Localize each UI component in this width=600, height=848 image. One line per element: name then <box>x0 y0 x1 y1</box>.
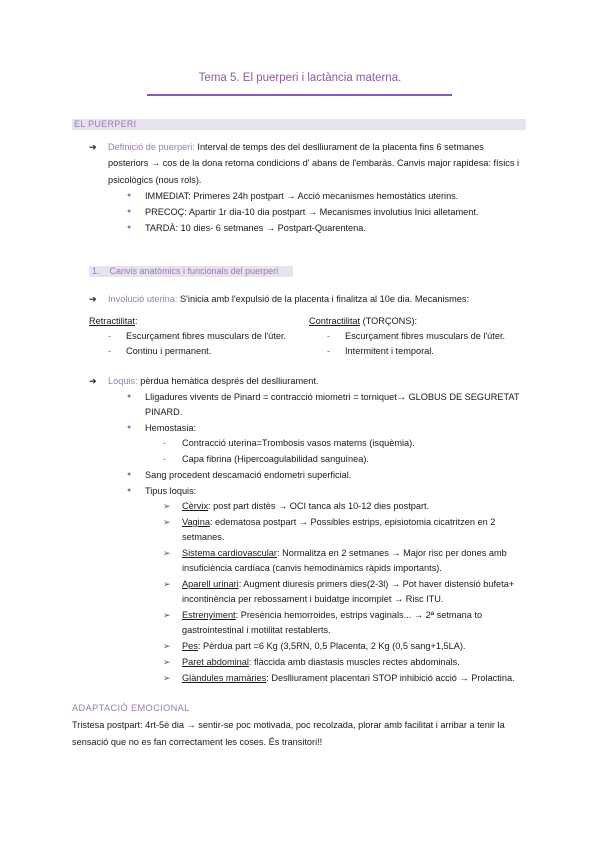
bullet-dot-icon: ● <box>127 424 132 431</box>
emocional-line-1: Tristesa postpart: 4rt-5è dia → sentir-se poc motivada, poc recolzada, plorar amb facilitat i arribar a tenir la <box>72 720 505 730</box>
pinard-line-2: PINARD. <box>145 407 183 417</box>
subsection-label: Canvis anatòmics i funcionals del puerperi <box>109 266 279 276</box>
arrowhead-icon: ➢ <box>163 517 171 527</box>
retractilitat-heading <box>89 316 138 327</box>
definicio-line-1 <box>108 142 526 153</box>
involucio-label: Involució uterina: <box>108 294 178 304</box>
term-desc: : Deslliurament placentari STOP inhibició acció → Prolactina. <box>266 673 515 683</box>
term-desc: : post part distès → OCI tanca als 10-12 dies postpart. <box>208 501 430 511</box>
term-desc: : Presència hemorroides, estrips vaginals... → 2ª setmana to <box>235 610 483 620</box>
term-desc: : Normalitza en 2 setmanes → Major risc per dones amb <box>276 548 507 558</box>
arrowhead-icon: ➢ <box>163 501 171 511</box>
list-item <box>182 610 482 621</box>
arrow-icon: ➔ <box>89 294 97 304</box>
bullet-dot-icon: ● <box>127 471 132 478</box>
arrowhead-icon: ➢ <box>163 610 171 620</box>
emocional-line-2: sensació que no es fan correctament les coses. És transitori!! <box>72 737 323 747</box>
term: Glàndules mamàries <box>182 673 267 683</box>
list-item: Intermitent i temporal. <box>345 346 434 356</box>
loquis-line <box>108 376 318 387</box>
arrowhead-icon: ➢ <box>163 657 171 667</box>
list-item <box>182 579 514 590</box>
term-desc: : Pèrdua part =6 Kg (3,5RN, 0,5 Placenta, 2 Kg (0,5 sang+1,5LA). <box>197 641 466 651</box>
definicio-text-3: psicològics (nous rols). <box>108 175 202 185</box>
term: Paret abdominal <box>182 657 249 667</box>
bullet-dot-icon: ● <box>127 208 132 215</box>
dash-icon: - <box>163 438 167 448</box>
list-item <box>182 673 515 684</box>
contractilitat-heading <box>309 316 417 327</box>
arrow-icon: ➔ <box>89 142 97 152</box>
list-item: IMMEDIAT: Primeres 24h postpart → Acció mecanismes hemostàtics uterins. <box>145 191 459 201</box>
list-item-cont: setmanes. <box>182 532 225 542</box>
list-item <box>182 501 429 512</box>
definicio-label: Definició de puerperi: <box>108 142 195 152</box>
pinard-line-1: Lligadures vivents de Pinard = contracció miometri = torniquet→ GLOBUS DE SEGURETAT <box>145 392 520 402</box>
list-item: Contracció uterina=Trombosis vasos materns (isquèmia). <box>182 438 415 448</box>
retractilitat-colon: : <box>134 316 138 326</box>
title-underline <box>147 94 452 96</box>
tipus-label: Tipus loquis: <box>145 486 197 496</box>
term: Vagina <box>182 517 210 527</box>
term: Pes <box>182 641 198 651</box>
definicio-text-2: posteriors → cos de la dona retorna condicions d' abans de l'embaràs. Canvis major rapidesa: físics i <box>108 158 520 168</box>
arrow-icon: ➔ <box>89 376 97 386</box>
retractilitat-title: Retractilitat <box>89 316 135 326</box>
bullet-dot-icon: ● <box>127 393 132 400</box>
arrowhead-icon: ➢ <box>163 579 171 589</box>
list-item: TARDÀ: 10 dies- 6 setmanes → Postpart-Quarentena. <box>145 223 366 233</box>
term-desc: : edematosa postpart → Possibles estrips, episiotomia cicatritzen en 2 <box>209 517 496 527</box>
term-desc: : flàccida amb diastasis muscles rectes abdominals. <box>248 657 460 667</box>
definicio-text-1: Interval de temps des del deslliurament de la placenta fins 6 setmanes <box>197 142 484 152</box>
subsection-heading-canvis <box>89 266 293 277</box>
section-heading-puerperi: EL PUERPERI <box>72 119 526 130</box>
dash-icon: - <box>163 454 167 464</box>
term: Sistema cardiovascular <box>182 548 277 558</box>
term: Aparell urinari <box>182 579 239 589</box>
list-item <box>182 517 495 528</box>
list-item <box>182 548 507 559</box>
list-item-cont: incontinència per rebossament i buidatge incomplet → Risc ITU. <box>182 594 444 604</box>
list-item: Capa fibrina (Hipercoagulabilidad sanguínea). <box>182 454 369 464</box>
list-item: Continu i permanent. <box>126 346 212 356</box>
section-heading-adaptacio: ADAPTACIÓ EMOCIONAL <box>72 703 190 713</box>
arrowhead-icon: ➢ <box>163 673 171 683</box>
list-item <box>182 657 460 668</box>
involucio-line <box>108 294 469 305</box>
term: Estrenyiment <box>182 610 236 620</box>
subsection-number: 1. <box>92 266 100 276</box>
loquis-label: Loquis: <box>108 376 138 386</box>
involucio-text: S'inicia amb l'expulsió de la placenta i finalitza al 10e dia. Mecanismes: <box>180 294 470 304</box>
loquis-text: pèrdua hemàtica després del deslliurament. <box>140 376 319 386</box>
bullet-dot-icon: ● <box>127 224 132 231</box>
contractilitat-title: Contractilitat <box>309 316 361 326</box>
term: Cèrvix <box>182 501 209 511</box>
dash-icon: - <box>327 331 331 341</box>
dash-icon: - <box>108 346 112 356</box>
contractilitat-suffix: (TORÇONS): <box>360 316 418 326</box>
bullet-dot-icon: ● <box>127 487 132 494</box>
list-item: PRECOÇ: Apartir 1r dia-10 dia postpart → Mecanismes involutius Inici alletament. <box>145 207 479 217</box>
dash-icon: - <box>108 331 112 341</box>
list-item <box>182 641 465 652</box>
dash-icon: - <box>327 346 331 356</box>
page-title: Tema 5. El puerperi i lactància materna. <box>198 72 402 84</box>
list-item: Escurçament fibres musculars de l'úter. <box>345 331 506 341</box>
list-item: Escurçament fibres musculars de l'úter. <box>126 331 287 341</box>
list-item-cont: insuficiència cardíaca (canvis hemodinàmics ràpids importants). <box>182 563 442 573</box>
term-desc: : Augment diuresis primers dies(2-3l) → Pot haver distensió bufeta+ <box>238 579 515 589</box>
bullet-dot-icon: ● <box>127 192 132 199</box>
sang-text: Sang procedent descamació endometri superficial. <box>145 470 352 480</box>
list-item-cont: gastrointestinal i motilitat restablerts. <box>182 625 331 635</box>
arrowhead-icon: ➢ <box>163 548 171 558</box>
hemostasia-label: Hemostasia: <box>145 423 197 433</box>
arrowhead-icon: ➢ <box>163 641 171 651</box>
